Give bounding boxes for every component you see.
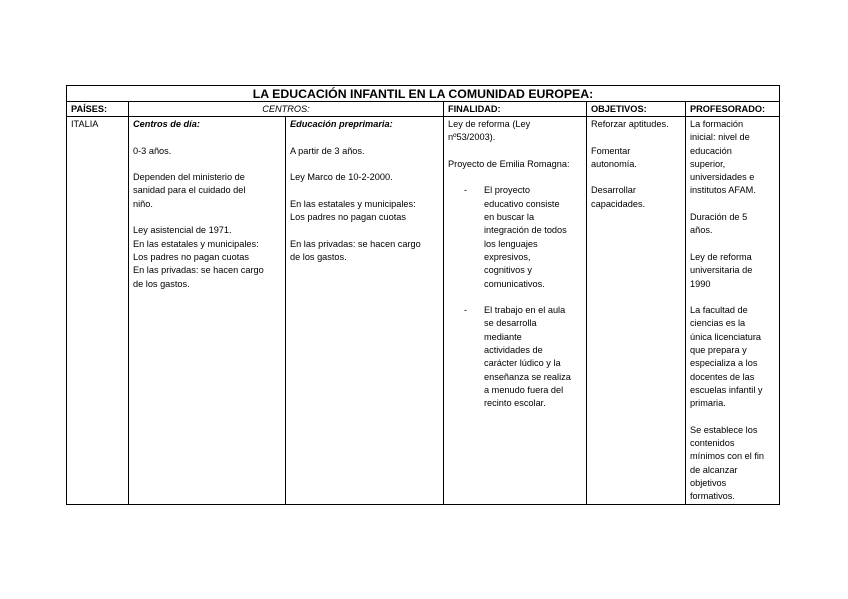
text-line: superior, (690, 158, 726, 169)
text-line: inicial: nivel de (690, 132, 750, 143)
text-line: Se establece los (690, 424, 758, 435)
text-line: En las privadas: se hacen cargo (290, 238, 421, 249)
paragraph (591, 118, 681, 131)
text-line: ciencias es la (690, 318, 746, 329)
text-line: Desarrollar (591, 185, 636, 196)
text-line: institutos AFAM. (690, 185, 756, 196)
text-line: expresivos, (484, 251, 531, 262)
text-line: educativo consiste (484, 198, 560, 209)
centros-dia-cell (129, 117, 286, 505)
text-line: primaria. (690, 398, 726, 409)
text-line: autonomía. (591, 158, 637, 169)
text-line: cognitivos y (484, 265, 533, 276)
preprimaria-body (290, 145, 439, 265)
header-objetivos: OBJETIVOS: (587, 102, 686, 117)
profesorado-body (690, 118, 775, 504)
dash-bullet: - (464, 185, 468, 196)
education-table (66, 85, 780, 505)
text-line: Los padres no pagan cuotas (133, 251, 249, 262)
header-paises: PAÍSES: (67, 102, 129, 117)
text-line: en buscar la (484, 212, 535, 223)
text-line: a menudo fuera del (484, 384, 564, 395)
header-profesorado: PROFESORADO: (686, 102, 780, 117)
text-line: Ley de reforma (690, 251, 752, 262)
text-line: Duración de 5 (690, 212, 748, 223)
text-line: educación (690, 145, 732, 156)
text-line: En las estatales y municipales: (290, 198, 416, 209)
text-line: sanidad para el cuidado del (133, 185, 246, 196)
bullet-text (484, 304, 582, 410)
text-line: se desarrolla (484, 318, 537, 329)
text-line: única licenciatura (690, 331, 761, 342)
paragraph (290, 171, 439, 184)
centros-dia-body (133, 145, 281, 291)
text-line: nº53/2003). (448, 132, 496, 143)
text-line: Reforzar aptitudes. (591, 119, 669, 129)
paragraph (448, 158, 582, 171)
text-line: de los gastos. (133, 278, 190, 289)
preprimaria-cell (286, 117, 444, 505)
text-line: enseñanza se realiza (484, 371, 571, 382)
dash-bullet: - (464, 305, 468, 316)
text-line: recinto escolar. (484, 398, 546, 409)
bullet-text (484, 184, 582, 290)
list-item (448, 184, 582, 290)
header-centros: CENTROS: (129, 102, 444, 117)
text-line: objetivos (690, 478, 727, 489)
text-line: escuelas infantil y (690, 384, 763, 395)
text-line: niño. (133, 198, 153, 209)
text-line: 0-3 años. (133, 145, 172, 156)
paragraph (690, 211, 775, 238)
text-line: Fomentar (591, 145, 631, 156)
finalidad-bullets (448, 184, 582, 410)
text-line: actividades de (484, 345, 543, 356)
paragraph (290, 198, 439, 225)
text-line: En las privadas: se hacen cargo (133, 265, 264, 276)
text-line: años. (690, 225, 713, 236)
paragraph (290, 145, 439, 158)
text-line: mediante (484, 331, 522, 342)
paragraph (690, 424, 775, 504)
paragraph (690, 251, 775, 291)
text-line: carácter lúdico y la (484, 358, 561, 369)
text-line: docentes de las (690, 371, 755, 382)
objetivos-body (591, 118, 681, 211)
table-title: LA EDUCACIÓN INFANTIL EN LA COMUNIDAD EUROPEA: (67, 86, 780, 102)
text-line: Los padres no pagan cuotas (290, 212, 406, 223)
title-row (67, 86, 780, 102)
text-line: La formación (690, 119, 744, 129)
text-line: A partir de 3 años. (290, 145, 365, 156)
centros-dia-heading: Centros de día: (133, 119, 200, 129)
text-line: contenidos (690, 438, 735, 449)
paragraph (690, 118, 775, 198)
text-line: Ley asistencial de 1971. (133, 225, 232, 236)
text-line: los lenguajes (484, 238, 538, 249)
text-line: mínimos con el fin (690, 451, 765, 462)
text-line: que prepara y (690, 345, 747, 356)
country-cell: ITALIA (67, 117, 129, 505)
text-line: Dependen del ministerio de (133, 172, 245, 183)
text-line: 1990 (690, 278, 711, 289)
paragraph (690, 304, 775, 410)
text-line: El trabajo en el aula (484, 305, 566, 316)
text-line: La facultad de (690, 305, 748, 316)
paragraph (448, 118, 582, 145)
text-line: integración de todos (484, 225, 567, 236)
text-line: Ley de reforma (Ley (448, 119, 531, 129)
table-row (67, 117, 780, 505)
paragraph (290, 238, 439, 265)
text-line: formativos. (690, 491, 735, 502)
text-line: Proyecto de Emilia Romagna: (448, 158, 570, 169)
text-line: El proyecto (484, 185, 530, 196)
paragraph (591, 184, 681, 211)
text-line: capacidades. (591, 198, 646, 209)
paragraph (133, 224, 281, 290)
list-item (448, 304, 582, 410)
profesorado-cell (686, 117, 780, 505)
objetivos-cell (587, 117, 686, 505)
paragraph (133, 171, 281, 211)
text-line: universitaria de (690, 265, 753, 276)
text-line: de los gastos. (290, 251, 347, 262)
text-line: de alcanzar (690, 464, 738, 475)
text-line: En las estatales y municipales: (133, 238, 259, 249)
paragraph (133, 145, 281, 158)
text-line: Ley Marco de 10-2-2000. (290, 172, 393, 183)
text-line: universidades e (690, 172, 755, 183)
paragraph (591, 145, 681, 172)
text-line: comunicativos. (484, 278, 545, 289)
header-row (67, 102, 780, 117)
text-line: especializa a los (690, 358, 758, 369)
header-finalidad: FINALIDAD: (444, 102, 587, 117)
preprimaria-heading: Educación preprimaria: (290, 119, 393, 129)
finalidad-cell (444, 117, 587, 505)
finalidad-body (448, 118, 582, 171)
